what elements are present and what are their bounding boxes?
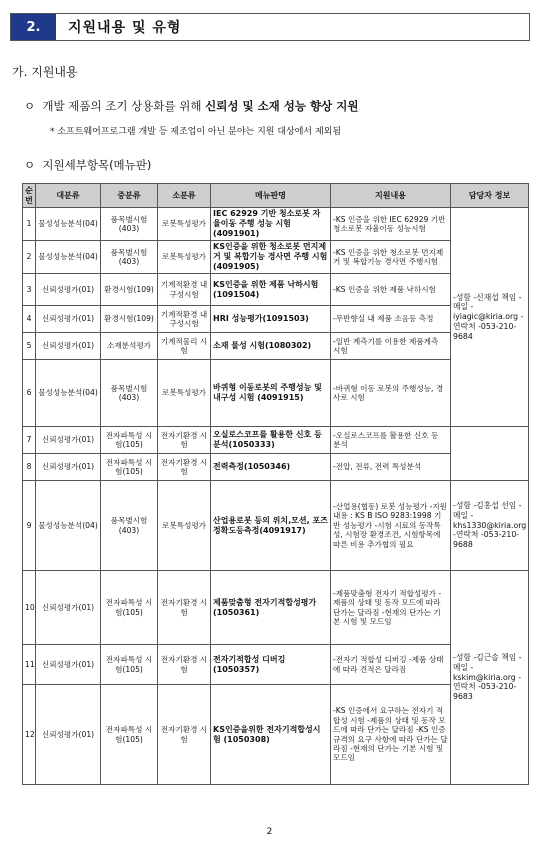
row-desc: -전압, 전류, 전력 특성분석 bbox=[331, 454, 451, 481]
section-header bbox=[10, 13, 530, 41]
row-middle: 전자파특성 시험(105) bbox=[101, 427, 158, 454]
row-desc: -산업용(협동) 로봇 성능평가 -지원내용 : KS B ISO 9283:1998 기반 성능평가 -시험 시료의 동작특성, 시험장 환경조건, 시험항목에 따른 비용 추가협의 필요 bbox=[331, 481, 451, 571]
menu-heading-text: 지원세부항목(메뉴판) bbox=[42, 158, 152, 172]
col-header-major: 대분류 bbox=[36, 184, 101, 208]
row-desc: -KS 인증을 위한 청소로봇 먼지제거 및 복합기능 경사면 주행시험 bbox=[331, 241, 451, 274]
row-minor: 전자기환경 시험 bbox=[158, 454, 211, 481]
row-menu: KS인증을위한 전자기적합성시험 (1050308) bbox=[211, 685, 331, 785]
support-summary bbox=[24, 98, 358, 114]
row-minor: 로봇특성평가 bbox=[158, 360, 211, 427]
menu-heading bbox=[24, 157, 151, 173]
contact-empty bbox=[451, 427, 529, 481]
row-minor: 기계적환경 내구성시험 bbox=[158, 274, 211, 306]
row-major: 신뢰성평가(01) bbox=[36, 685, 101, 785]
row-no: 10 bbox=[23, 571, 36, 645]
row-middle: 품목별시험(403) bbox=[101, 360, 158, 427]
col-header-menu: 메뉴판명 bbox=[211, 184, 331, 208]
row-middle: 전자파특성 시험(105) bbox=[101, 645, 158, 685]
row-minor: 로봇특성평가 bbox=[158, 481, 211, 571]
row-desc: -무반향실 내 제품 소음등 측정 bbox=[331, 306, 451, 333]
row-desc: -바퀴형 이동 로봇의 주행성능, 경사로 시험 bbox=[331, 360, 451, 427]
row-middle: 소재분석평가 bbox=[101, 333, 158, 360]
row-desc: -오실로스코프를 활용한 신호 등 분석 bbox=[331, 427, 451, 454]
col-header-contact: 담당자 정보 bbox=[451, 184, 529, 208]
row-middle: 전자파특성 시험(105) bbox=[101, 571, 158, 645]
row-middle: 전자파특성 시험(105) bbox=[101, 685, 158, 785]
col-header-middle: 중분류 bbox=[101, 184, 158, 208]
col-header-desc: 지원내용 bbox=[331, 184, 451, 208]
row-menu: HRI 성능평가(1091503) bbox=[211, 306, 331, 333]
row-major: 물성성능분석(04) bbox=[36, 241, 101, 274]
row-major: 신뢰성평가(01) bbox=[36, 454, 101, 481]
bullet-mark: ㅇ bbox=[24, 158, 36, 172]
row-menu: IEC 62929 기반 청소로봇 자율이동 주행 성능 시험 (4091901) bbox=[211, 208, 331, 241]
row-minor: 로봇특성평가 bbox=[158, 208, 211, 241]
row-menu: 소재 물성 시험(1080302) bbox=[211, 333, 331, 360]
row-no: 3 bbox=[23, 274, 36, 306]
contact-cell: -성함 -김근솔 책임 -메일 -kskim@kiria.org -연락처 -053-210-9683 bbox=[451, 571, 529, 785]
row-desc: -KS 인증에서 요구하는 전자기 적합성 시험 -제품의 상태 및 동작 모드에 따라 단가는 달라짐 -KS 인증 규격의 요구 사항에 따라 단가는 달라짐 -현재의 단가는 기본 시험 및 모드임 bbox=[331, 685, 451, 785]
row-major: 물성성능분석(04) bbox=[36, 208, 101, 241]
summary-text: 개발 제품의 조기 상용화를 위해 bbox=[42, 99, 206, 113]
row-major: 신뢰성평가(01) bbox=[36, 333, 101, 360]
table-header-row bbox=[23, 184, 529, 208]
section-title: 지원내용 및 유형 bbox=[68, 20, 182, 36]
row-desc: -KS 인증을 위한 제품 낙하시험 bbox=[331, 274, 451, 306]
row-no: 11 bbox=[23, 645, 36, 685]
row-menu: 산업용로봇 등의 위치,모션, 포즈정확도등측정(4091917) bbox=[211, 481, 331, 571]
row-major: 신뢰성평가(01) bbox=[36, 306, 101, 333]
row-desc: -전자기 적합성 디버깅 -제품 상태에 따라 견적은 달라짐 bbox=[331, 645, 451, 685]
summary-highlight: 신뢰성 및 소재 성능 향상 지원 bbox=[205, 99, 359, 113]
row-menu: 전력측정(1050346) bbox=[211, 454, 331, 481]
exclusion-note: * 소프트웨어프로그램 개발 등 제조업이 아닌 분야는 지원 대상에서 제외됨 bbox=[50, 127, 342, 137]
row-minor: 기계적물리 시험 bbox=[158, 333, 211, 360]
row-major: 신뢰성평가(01) bbox=[36, 571, 101, 645]
table-row bbox=[23, 208, 529, 241]
row-middle: 품목별시험(403) bbox=[101, 208, 158, 241]
row-no: 6 bbox=[23, 360, 36, 427]
col-header-minor: 소분류 bbox=[158, 184, 211, 208]
row-minor: 전자기환경 시험 bbox=[158, 685, 211, 785]
row-major: 신뢰성평가(01) bbox=[36, 274, 101, 306]
row-menu: 제품맞춤형 전자기적합성평가 (1050361) bbox=[211, 571, 331, 645]
row-minor: 전자기환경 시험 bbox=[158, 571, 211, 645]
row-major: 신뢰성평가(01) bbox=[36, 645, 101, 685]
table-row bbox=[23, 427, 529, 454]
row-no: 4 bbox=[23, 306, 36, 333]
row-no: 9 bbox=[23, 481, 36, 571]
row-no: 12 bbox=[23, 685, 36, 785]
row-desc: -KS 인증을 위한 IEC 62929 기반 청소로봇 자율이동 성능시험 bbox=[331, 208, 451, 241]
row-menu: KS인증을 위한 청소로봇 먼지제거 및 복합기능 경사면 주행 시험(4091905) bbox=[211, 241, 331, 274]
row-desc: -일반 계측기를 이용한 제품계측 시험 bbox=[331, 333, 451, 360]
table-row bbox=[23, 571, 529, 645]
row-desc: -제품맞춤형 전자기 적합성평가 -제품의 상태 및 동작 모드에 따라 단가는 달라짐 -현재의 단가는 기본 시험 및 모드임 bbox=[331, 571, 451, 645]
contact-cell: -성함 -신재섭 책임 -메일 -iyiagic@kiria.org -연락처 -053-210-9684 bbox=[451, 208, 529, 427]
row-major: 물성성능분석(04) bbox=[36, 481, 101, 571]
row-menu: 바퀴형 이동로봇의 주행성능 및 내구성 시험 (4091915) bbox=[211, 360, 331, 427]
row-menu: 전자기적합성 디버깅(1050357) bbox=[211, 645, 331, 685]
row-no: 1 bbox=[23, 208, 36, 241]
row-menu: 오실로스코프를 활용한 신호 등 분석(1050333) bbox=[211, 427, 331, 454]
section-number: 2. bbox=[11, 14, 56, 40]
row-minor: 기계적환경 내구성시험 bbox=[158, 306, 211, 333]
col-header-no: 순번 bbox=[23, 184, 36, 208]
row-no: 7 bbox=[23, 427, 36, 454]
row-middle: 품목별시험(403) bbox=[101, 481, 158, 571]
row-no: 5 bbox=[23, 333, 36, 360]
contact-cell: -성함 -김홍섭 선임 -메일 -khs1330@kiria.org -연락처 -053-210-9688 bbox=[451, 481, 529, 571]
row-minor: 전자기환경 시험 bbox=[158, 427, 211, 454]
row-middle: 전자파특성 시험(105) bbox=[101, 454, 158, 481]
row-no: 2 bbox=[23, 241, 36, 274]
bullet-mark: ㅇ bbox=[24, 99, 36, 113]
row-middle: 환경시험(109) bbox=[101, 306, 158, 333]
row-major: 신뢰성평가(01) bbox=[36, 427, 101, 454]
support-menu-table bbox=[22, 183, 529, 785]
row-middle: 환경시험(109) bbox=[101, 274, 158, 306]
subsection-heading: 가. 지원내용 bbox=[12, 65, 78, 79]
row-middle: 품목별시험(403) bbox=[101, 241, 158, 274]
row-minor: 로봇특성평가 bbox=[158, 241, 211, 274]
table-row bbox=[23, 481, 529, 571]
page-number: 2 bbox=[266, 827, 273, 837]
row-menu: KS인증을 위한 제품 낙하시험(1091504) bbox=[211, 274, 331, 306]
row-minor: 전자기환경 시험 bbox=[158, 645, 211, 685]
row-major: 물성성능분석(04) bbox=[36, 360, 101, 427]
row-no: 8 bbox=[23, 454, 36, 481]
